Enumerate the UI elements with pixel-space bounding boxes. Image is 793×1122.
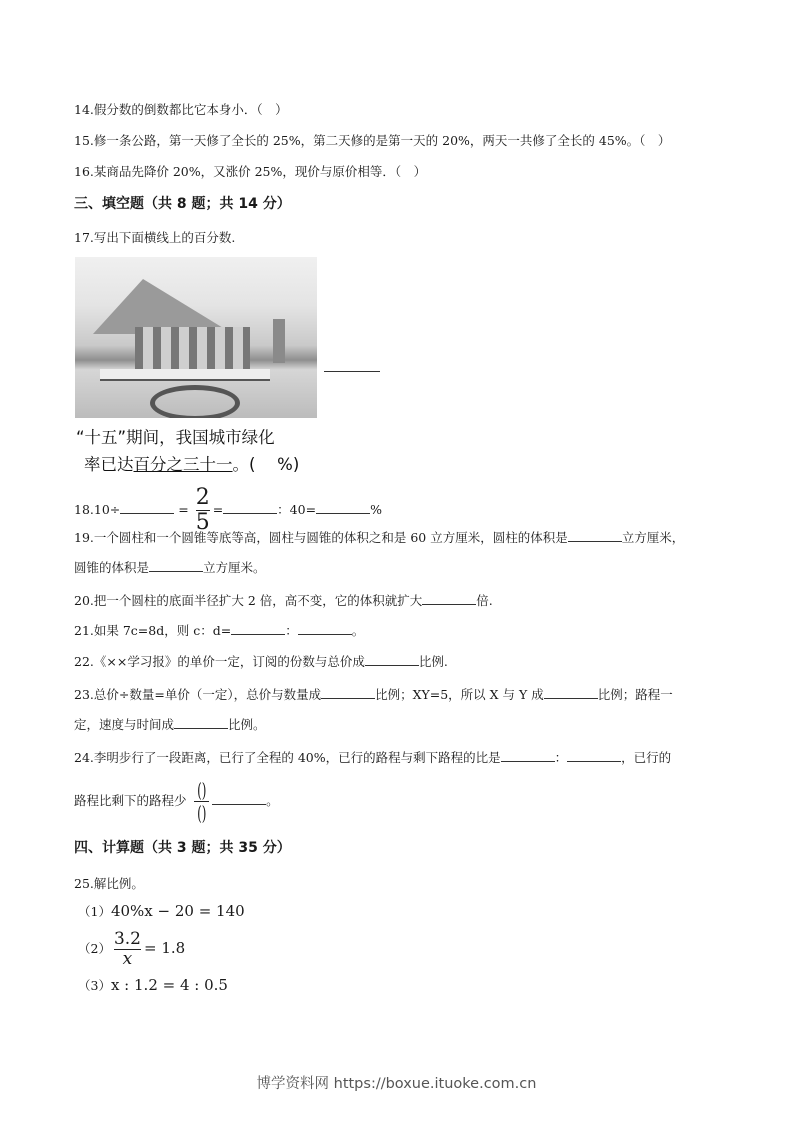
- fraction-numerator: 2: [195, 485, 210, 510]
- question-24-line1: [74, 749, 671, 767]
- fraction-3.2-over-x: [114, 931, 141, 968]
- building-photo: [75, 257, 317, 418]
- question-22: [74, 653, 448, 671]
- q23-part4: 定，速度与时间成: [74, 717, 175, 732]
- question-23-line1: [74, 686, 673, 704]
- question-14: 14.假分数的倒数都比它本身小．（ ）: [74, 102, 288, 117]
- q24-end: 。: [266, 793, 279, 808]
- caption-underlined-phrase: 百分之三十一: [133, 455, 233, 474]
- q24-part3: 路程比剩下的路程少: [74, 793, 187, 808]
- photo-roof-shape: [93, 279, 253, 334]
- q24-part1: 24.李明步行了一段距离，已行了全程的 40%，已行的路程与剩下路程的比是: [74, 750, 501, 765]
- footer-watermark: 博学资料网 https://boxue.ituoke.com.cn: [256, 1076, 537, 1092]
- question-17-caption-line1: “十五”期间，我国城市绿化: [76, 428, 275, 447]
- empty-fraction: [194, 780, 210, 823]
- photo-flowerbed-shape: [150, 385, 240, 418]
- equation: 40%x − 20 = 140: [110, 902, 245, 920]
- q23-part1: 23.总价÷数量=单价（一定），总价与数量成: [74, 687, 322, 702]
- q24-part2: ，已行的: [621, 750, 672, 765]
- equation: x : 1.2 = 4 : 0.5: [110, 976, 228, 994]
- fraction-denominator: x: [122, 949, 133, 969]
- question-19-line2: [74, 559, 266, 577]
- q20-suffix: 倍.: [476, 593, 493, 608]
- section-heading-calculation: 四、计算题（共 3 题；共 35 分）: [74, 840, 291, 856]
- question-20: [74, 592, 493, 610]
- section-heading-fill-in: 三、填空题（共 8 题；共 14 分）: [74, 196, 291, 212]
- q20-text: 20.把一个圆柱的底面半径扩大 2 倍，高不变，它的体积就扩大: [74, 593, 423, 608]
- question-18: [74, 487, 382, 534]
- question-24-line2: [74, 778, 279, 824]
- q23-part5: 比例。: [228, 717, 266, 732]
- answer-blank-18b[interactable]: [223, 501, 277, 514]
- item-label: （3）: [78, 978, 111, 993]
- answer-blank-23c[interactable]: [174, 716, 228, 729]
- item-label: （1）: [78, 904, 111, 919]
- answer-blank-21a[interactable]: [231, 622, 285, 635]
- q21-colon: ：: [285, 623, 298, 638]
- photo-tower-shape: [273, 319, 285, 363]
- fraction-denominator: 5: [195, 510, 210, 535]
- q21-text: 21.如果 7c=8d，则 c：d=: [74, 623, 232, 638]
- q22-text: 22.《××学习报》的单价一定，订阅的份数与总价成: [74, 654, 365, 669]
- answer-blank-23b[interactable]: [544, 686, 598, 699]
- answer-blank-24c[interactable]: [212, 792, 266, 805]
- q23-part3: 比例；路程一: [597, 687, 673, 702]
- photo-base-shape: [100, 369, 270, 381]
- q23-part2: 比例；XY=5，所以 X 与 Y 成: [375, 687, 544, 702]
- question-19-line1: [74, 529, 684, 547]
- answer-blank-19b[interactable]: [149, 559, 203, 572]
- fraction-numerator-blank[interactable]: (): [196, 778, 206, 802]
- q18-colon40: ：40=: [277, 502, 317, 517]
- answer-blank-24a[interactable]: [501, 749, 555, 762]
- fraction-two-fifths: [196, 487, 210, 534]
- answer-blank-21b[interactable]: [298, 622, 352, 635]
- q21-end: 。: [351, 623, 365, 638]
- answer-blank-18a[interactable]: [120, 501, 174, 514]
- q19-text: 19.一个圆柱和一个圆锥等底等高，圆柱与圆锥的体积之和是 60 立方厘米，圆柱的体积是: [74, 530, 568, 545]
- equation-rhs: = 1.8: [144, 939, 186, 957]
- q25-item-2: [78, 930, 185, 968]
- caption-prefix: 率已达: [84, 455, 134, 474]
- caption-suffix: 。( %): [232, 455, 300, 474]
- q25-item-1: [78, 902, 245, 921]
- q18-percent: %: [370, 502, 382, 517]
- q19-text2: 圆锥的体积是: [74, 560, 150, 575]
- answer-blank-19a[interactable]: [568, 529, 622, 542]
- answer-blank-20[interactable]: [422, 592, 476, 605]
- question-25-prompt: 25.解比例。: [74, 876, 144, 891]
- q18-eq1: =: [174, 502, 193, 517]
- q19-unit: 立方厘米，: [621, 530, 685, 545]
- answer-blank-23a[interactable]: [321, 686, 375, 699]
- question-17-prompt: 17.写出下面横线上的百分数.: [74, 230, 236, 245]
- question-15: 15.修一条公路，第一天修了全长的 25%，第二天修的是第一天的 20%，两天一共修了全长的 45%。（ ）: [74, 133, 671, 148]
- q22-suffix: 比例.: [418, 654, 448, 669]
- question-17-caption-line2: [84, 454, 299, 476]
- question-23-line2: [74, 716, 266, 734]
- q18-eq2: =: [212, 502, 224, 517]
- answer-blank-18c[interactable]: [316, 501, 370, 514]
- item-label: （2）: [78, 941, 111, 956]
- answer-blank-24b[interactable]: [567, 749, 621, 762]
- fraction-numerator: 3.2: [113, 929, 141, 949]
- fraction-denominator-blank[interactable]: (): [196, 801, 206, 825]
- answer-blank-17[interactable]: [324, 371, 380, 372]
- question-16: 16.某商品先降价 20%，又涨价 25%，现价与原价相等．（ ）: [74, 164, 427, 179]
- question-21: [74, 622, 364, 640]
- q18-prefix: 18.10÷: [74, 502, 121, 517]
- q25-item-3: [78, 976, 228, 995]
- q24-colon: ：: [554, 750, 568, 765]
- q19-unit2: 立方厘米。: [203, 560, 266, 575]
- answer-blank-22[interactable]: [365, 653, 419, 666]
